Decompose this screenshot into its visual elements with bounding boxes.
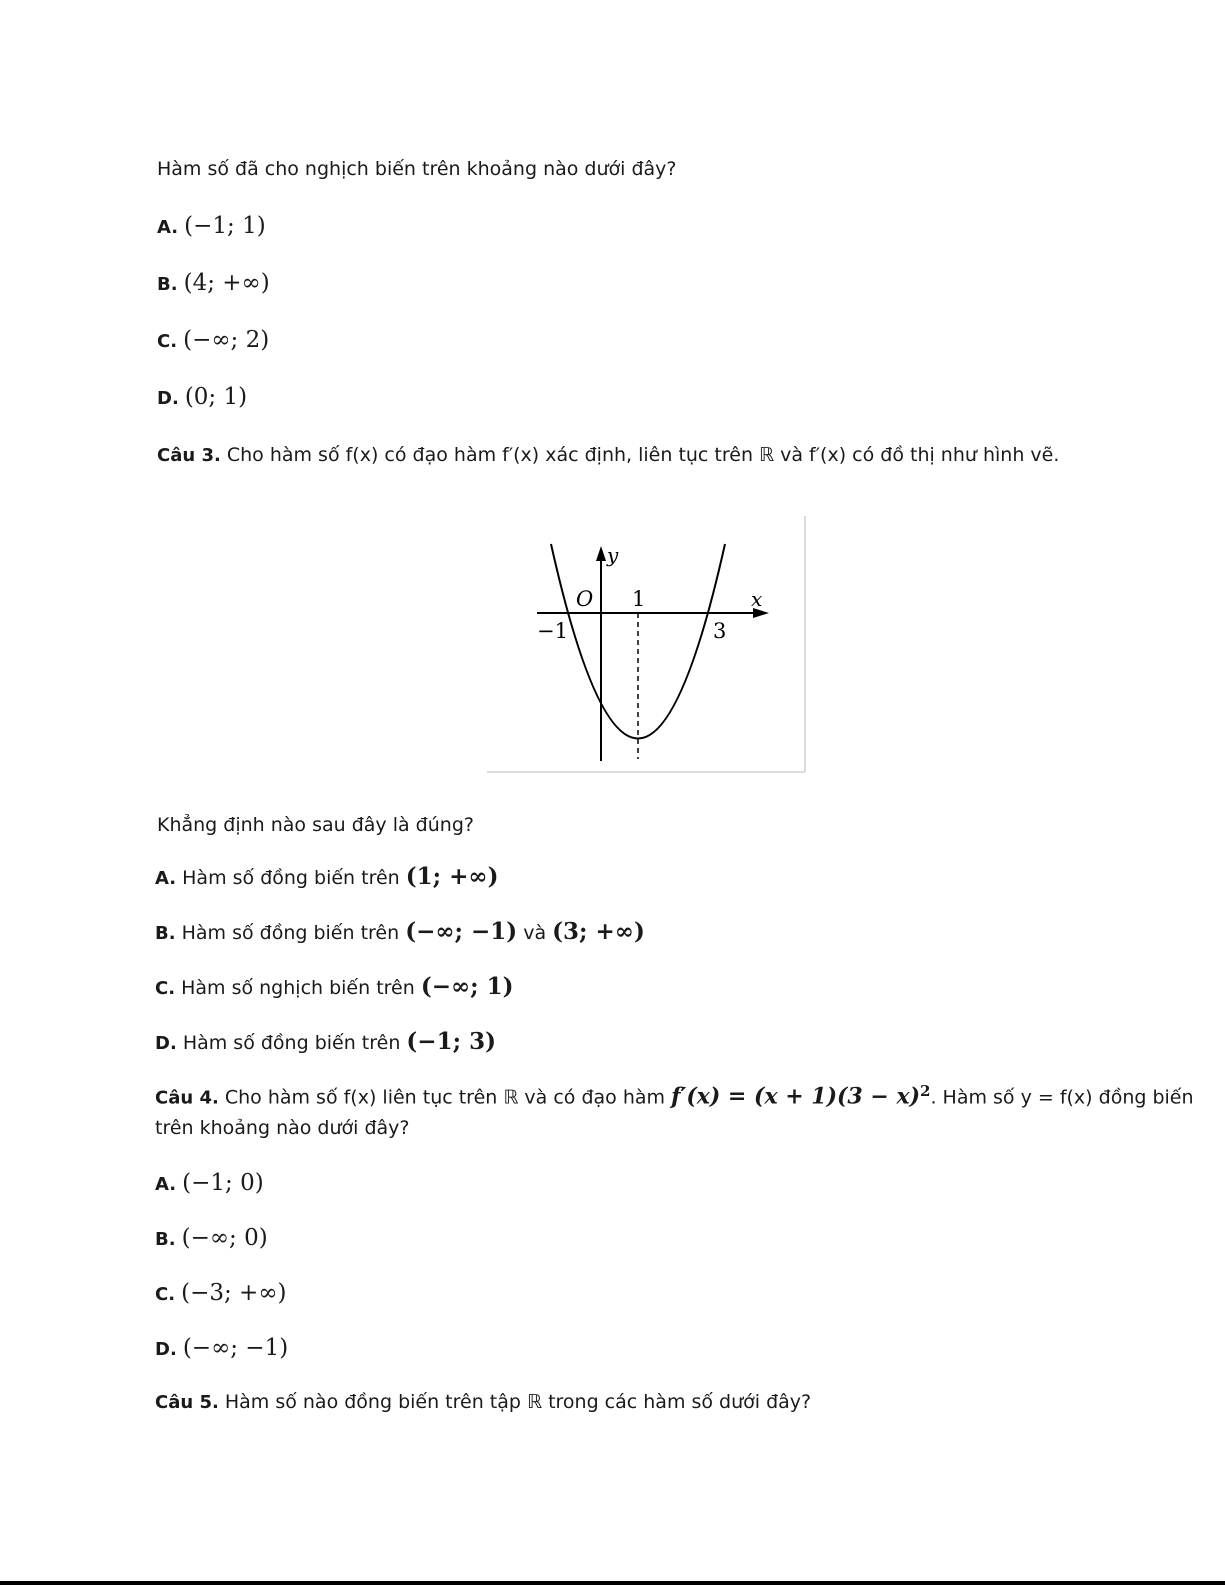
- option-math: (−∞; −1): [405, 918, 518, 945]
- q3-option-c: [155, 973, 514, 1000]
- q3-option-b: [155, 918, 645, 945]
- option-label: D.: [157, 388, 179, 409]
- question-label: Câu 3.: [157, 445, 221, 466]
- derivative-formula: f′(x) = (x + 1)(3 − x): [671, 1083, 921, 1110]
- q2-option-c: [157, 327, 269, 353]
- option-value: (0; 1): [184, 384, 248, 410]
- x-axis-label: x: [751, 587, 763, 611]
- option-label: C.: [155, 1284, 176, 1305]
- question-text: Hàm số nào đồng biến trên tập ℝ trong các hàm số dưới đây?: [218, 1391, 812, 1413]
- origin-label: O: [576, 587, 594, 611]
- question-label: Câu 4.: [155, 1087, 219, 1109]
- option-label: C.: [157, 331, 178, 352]
- option-math-2: (3; +∞): [552, 918, 645, 945]
- option-label: B.: [157, 274, 178, 295]
- y-axis-arrow: [596, 546, 606, 561]
- root-label-right: 3: [713, 619, 727, 643]
- tick-label-1: 1: [632, 587, 646, 611]
- option-value: (−∞; 0): [181, 1225, 268, 1251]
- q4-option-b: [155, 1225, 268, 1251]
- option-value: (−∞; −1): [182, 1335, 289, 1361]
- root-label-left: −1: [537, 619, 568, 643]
- option-value: (−1; 1): [184, 213, 266, 239]
- q2-option-b: [157, 270, 270, 296]
- question-text: Cho hàm số f(x) liên tục trên ℝ và có đạo hàm: [218, 1086, 672, 1109]
- q5-statement: [155, 1391, 811, 1413]
- option-math: (−∞; 1): [420, 973, 514, 1000]
- q4-option-d: [155, 1335, 288, 1361]
- q4-option-a: [155, 1170, 264, 1196]
- option-label: D.: [155, 1339, 177, 1360]
- option-text: Hàm số đồng biến trên: [176, 1032, 407, 1054]
- option-label: D.: [155, 1033, 177, 1054]
- option-text: Hàm số nghịch biến trên: [175, 977, 421, 999]
- option-value: (4; +∞): [183, 270, 270, 296]
- option-label: B.: [155, 923, 176, 944]
- option-math: (1; +∞): [405, 863, 499, 890]
- q4-statement-line2: trên khoảng nào dưới đây?: [155, 1117, 410, 1139]
- question-label: Câu 5.: [155, 1392, 219, 1413]
- option-label: A.: [157, 217, 179, 238]
- option-math: (−1; 3): [406, 1028, 496, 1055]
- q4-statement: [155, 1082, 1194, 1109]
- q2-prompt: Hàm số đã cho nghịch biến trên khoảng nào dưới đây?: [157, 158, 677, 180]
- option-label: A.: [155, 868, 177, 889]
- q2-option-d: [157, 384, 247, 410]
- option-label: A.: [155, 1174, 177, 1195]
- q3-prompt: Khẳng định nào sau đây là đúng?: [157, 814, 474, 836]
- q3-option-a: [155, 863, 498, 890]
- q3-option-d: [155, 1028, 496, 1055]
- option-text: Hàm số đồng biến trên: [176, 867, 406, 889]
- question-text-after: . Hàm số y = f(x) đồng biến: [930, 1086, 1194, 1109]
- q2-option-a: [157, 213, 266, 239]
- formula-exponent: 2: [920, 1082, 931, 1100]
- option-value: (−∞; 2): [183, 327, 270, 353]
- option-label: C.: [155, 978, 176, 999]
- derivative-graph: [487, 516, 807, 774]
- q3-statement: [157, 444, 1059, 466]
- option-value: (−3; +∞): [181, 1280, 287, 1306]
- page-bottom-rule: [0, 1581, 1225, 1585]
- option-value: (−1; 0): [182, 1170, 264, 1196]
- option-text: Hàm số đồng biến trên: [175, 922, 406, 944]
- q4-option-c: [155, 1280, 286, 1306]
- option-label: B.: [155, 1229, 176, 1250]
- y-axis-label: y: [607, 543, 619, 567]
- question-text: Cho hàm số f(x) có đạo hàm f′(x) xác định, liên tục trên ℝ và f′(x) có đồ thị như hình vẽ.: [220, 444, 1060, 466]
- option-joiner: và: [517, 922, 553, 944]
